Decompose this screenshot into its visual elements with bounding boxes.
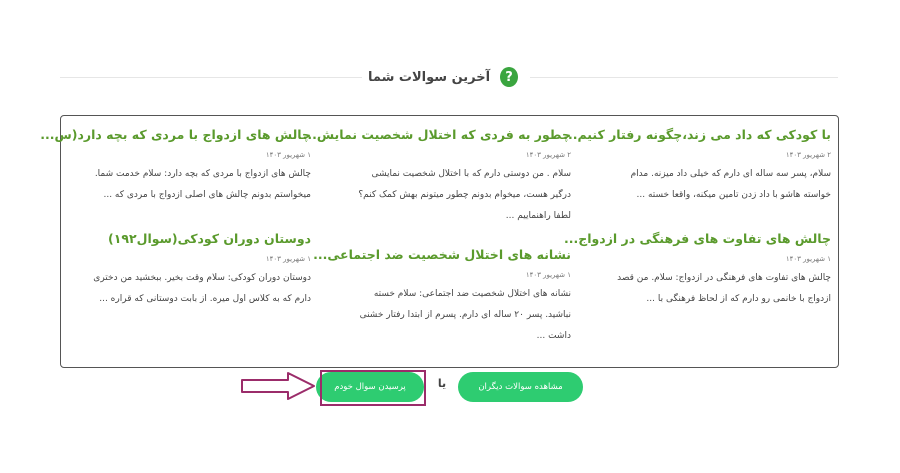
question-title[interactable]: چالش های ازدواج با مردی که بچه دارد(س... bbox=[40, 127, 311, 142]
question-excerpt: سلام . من دوستی دارم که با اختلال شخصیت نمایشی درگیر هست، میخوام بدونم چطور میتونم بهش کمک کنم؟ لطفا راهنماییم ... bbox=[358, 169, 571, 221]
question-date: ۲ شهریور ۱۴۰۳ bbox=[525, 151, 571, 159]
header-divider-right bbox=[530, 77, 838, 78]
ask-button-highlight bbox=[320, 370, 426, 406]
question-date: ۱ شهریور ۱۴۰۳ bbox=[785, 255, 831, 263]
question-card[interactable] bbox=[71, 230, 311, 310]
question-excerpt: نشانه های اختلال شخصیت ضد اجتماعی: سلام خسته نباشید. پسر ۲۰ ساله ای دارم. پسرم از ابتدا رفتار خشنی داشت ... bbox=[359, 289, 571, 341]
section-header bbox=[368, 66, 518, 88]
question-title[interactable]: نشانه های اختلال شخصیت ضد اجتماعی... bbox=[313, 247, 571, 262]
question-date: ۱ شهریور ۱۴۰۳ bbox=[525, 271, 571, 279]
question-date: ۲ شهریور ۱۴۰۳ bbox=[785, 151, 831, 159]
question-excerpt: چالش های تفاوت های فرهنگی در ازدواج: سلام. من قصد ازدواج با خانمی رو دارم که از لحاظ فرهنگی با ... bbox=[617, 273, 831, 304]
question-circle-icon: ? bbox=[500, 67, 518, 87]
or-separator: یا bbox=[437, 377, 447, 390]
pointer-arrow-icon bbox=[240, 371, 320, 401]
header-divider-left bbox=[60, 77, 362, 78]
question-excerpt: چالش های ازدواج با مردی که بچه دارد: سلام خدمت شما. میخواستم بدونم چالش های اصلی ازدواج با مردی که ... bbox=[94, 169, 311, 200]
question-excerpt: دوستان دوران کودکی: سلام وقت بخیر. ببخشید من دختری دارم که به کلاس اول میره. از بابت دوستانی که قراره ... bbox=[93, 273, 311, 304]
question-title[interactable]: دوستان دوران کودکی(سوال۱۹۲) bbox=[108, 231, 311, 246]
question-title[interactable]: چالش های تفاوت های فرهنگی در ازدواج... bbox=[564, 231, 831, 246]
view-others-questions-button[interactable]: مشاهده سوالات دیگران bbox=[458, 372, 583, 402]
question-card[interactable] bbox=[40, 126, 311, 206]
question-card[interactable] bbox=[564, 230, 831, 310]
section-title: آخرین سوالات شما bbox=[368, 69, 491, 85]
question-excerpt: سلام، پسر سه ساله ای دارم که خیلی داد میزنه. مدام خواسته هاشو با داد زدن تامین میکنه، واقعا خسته ... bbox=[630, 169, 831, 200]
question-card[interactable] bbox=[302, 126, 571, 227]
question-date: ۱ شهریور ۱۴۰۳ bbox=[265, 151, 311, 159]
questions-list bbox=[40, 115, 839, 368]
question-title[interactable]: با کودکی که داد می زند،چگونه رفتار کنیم... bbox=[563, 127, 831, 142]
ask-own-question-button[interactable]: پرسیدن سوال خودم bbox=[316, 372, 424, 402]
question-date: ۱ شهریور ۱۴۰۳ bbox=[265, 255, 311, 263]
question-title[interactable]: چطور به فردی که اختلال شخصیت نمایش... bbox=[302, 127, 571, 142]
question-card[interactable] bbox=[313, 246, 571, 347]
question-card[interactable] bbox=[563, 126, 831, 206]
